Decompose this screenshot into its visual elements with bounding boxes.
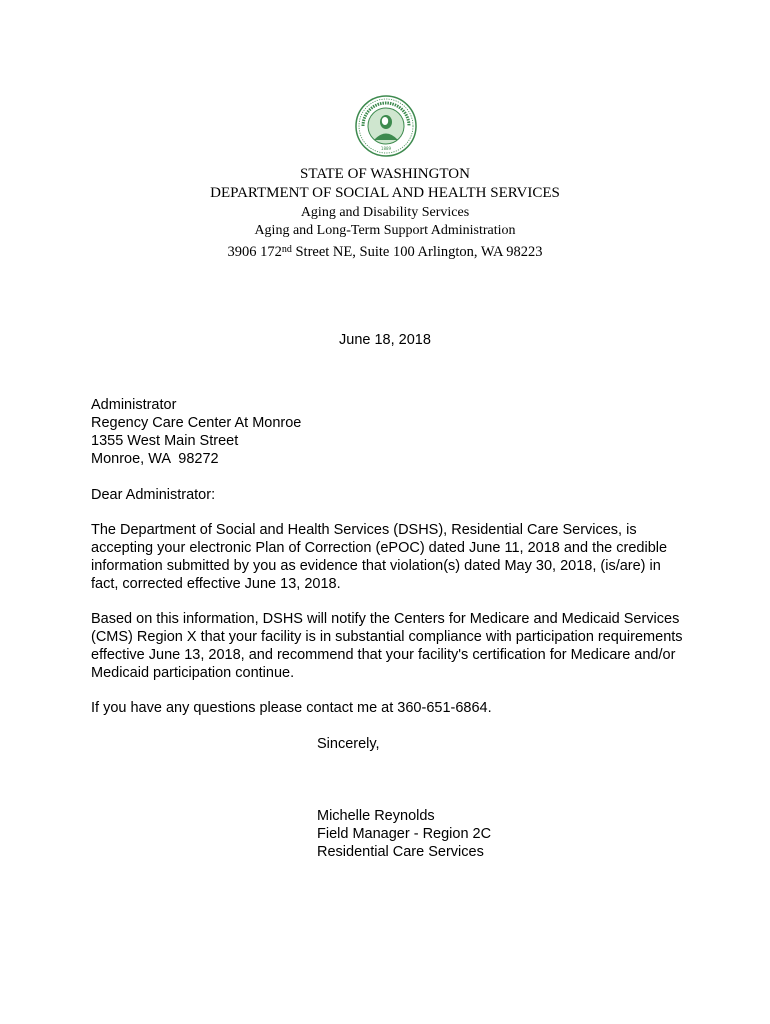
recipient-facility: Regency Care Center At Monroe [91,415,302,431]
svg-text:1889: 1889 [380,146,392,151]
paragraph-acceptance: The Department of Social and Health Services (DSHS), Residential Care Services, is accepting your electronic Plan of Correction (ePOC) dated June 11, 2018 and the credible information submitted by you as evidence that violation(s) dated May 30, 2018, (is/are) in fact, corrected effective June 13, 2018. [91,522,668,592]
paragraph-contact: If you have any questions please contact me at 360-651-6864. [91,700,492,716]
state-seal-logo [355,95,417,157]
signer-department: Residential Care Services [317,844,484,860]
letterhead-address [0,240,770,262]
salutation: Dear Administrator: [91,487,216,503]
address-ordinal: nd [281,244,292,255]
signer-name: Michelle Reynolds [317,808,435,824]
closing: Sincerely, [317,736,380,752]
address-part2: Street NE, Suite 100 Arlington, WA 98223 [291,244,543,260]
address-part1: 3906 172 [227,244,282,260]
recipient-street: 1355 West Main Street [91,433,239,449]
letterhead-administration: Aging and Long-Term Support Administration [254,223,516,238]
letterhead-division: Aging and Disability Services [300,205,470,220]
paragraph-compliance: Based on this information, DSHS will notify the Centers for Medicare and Medicaid Services (CMS) Region X that your facility is in substantial compliance with participation requirements effective June 13, 2018, and recommend that your facility's certification for Medicare and/or Medicaid participation continue. [91,611,683,681]
recipient-address [91,396,301,468]
letter-date: June 18, 2018 [339,332,431,348]
letterhead-state: STATE OF WASHINGTON [300,166,470,182]
recipient-city: Monroe, WA 98272 [91,451,219,467]
signer-title: Field Manager - Region 2C [317,826,492,842]
letterhead-department: DEPARTMENT OF SOCIAL AND HEALTH SERVICES [210,185,560,201]
signature-block [317,807,491,861]
recipient-title: Administrator [91,397,177,413]
